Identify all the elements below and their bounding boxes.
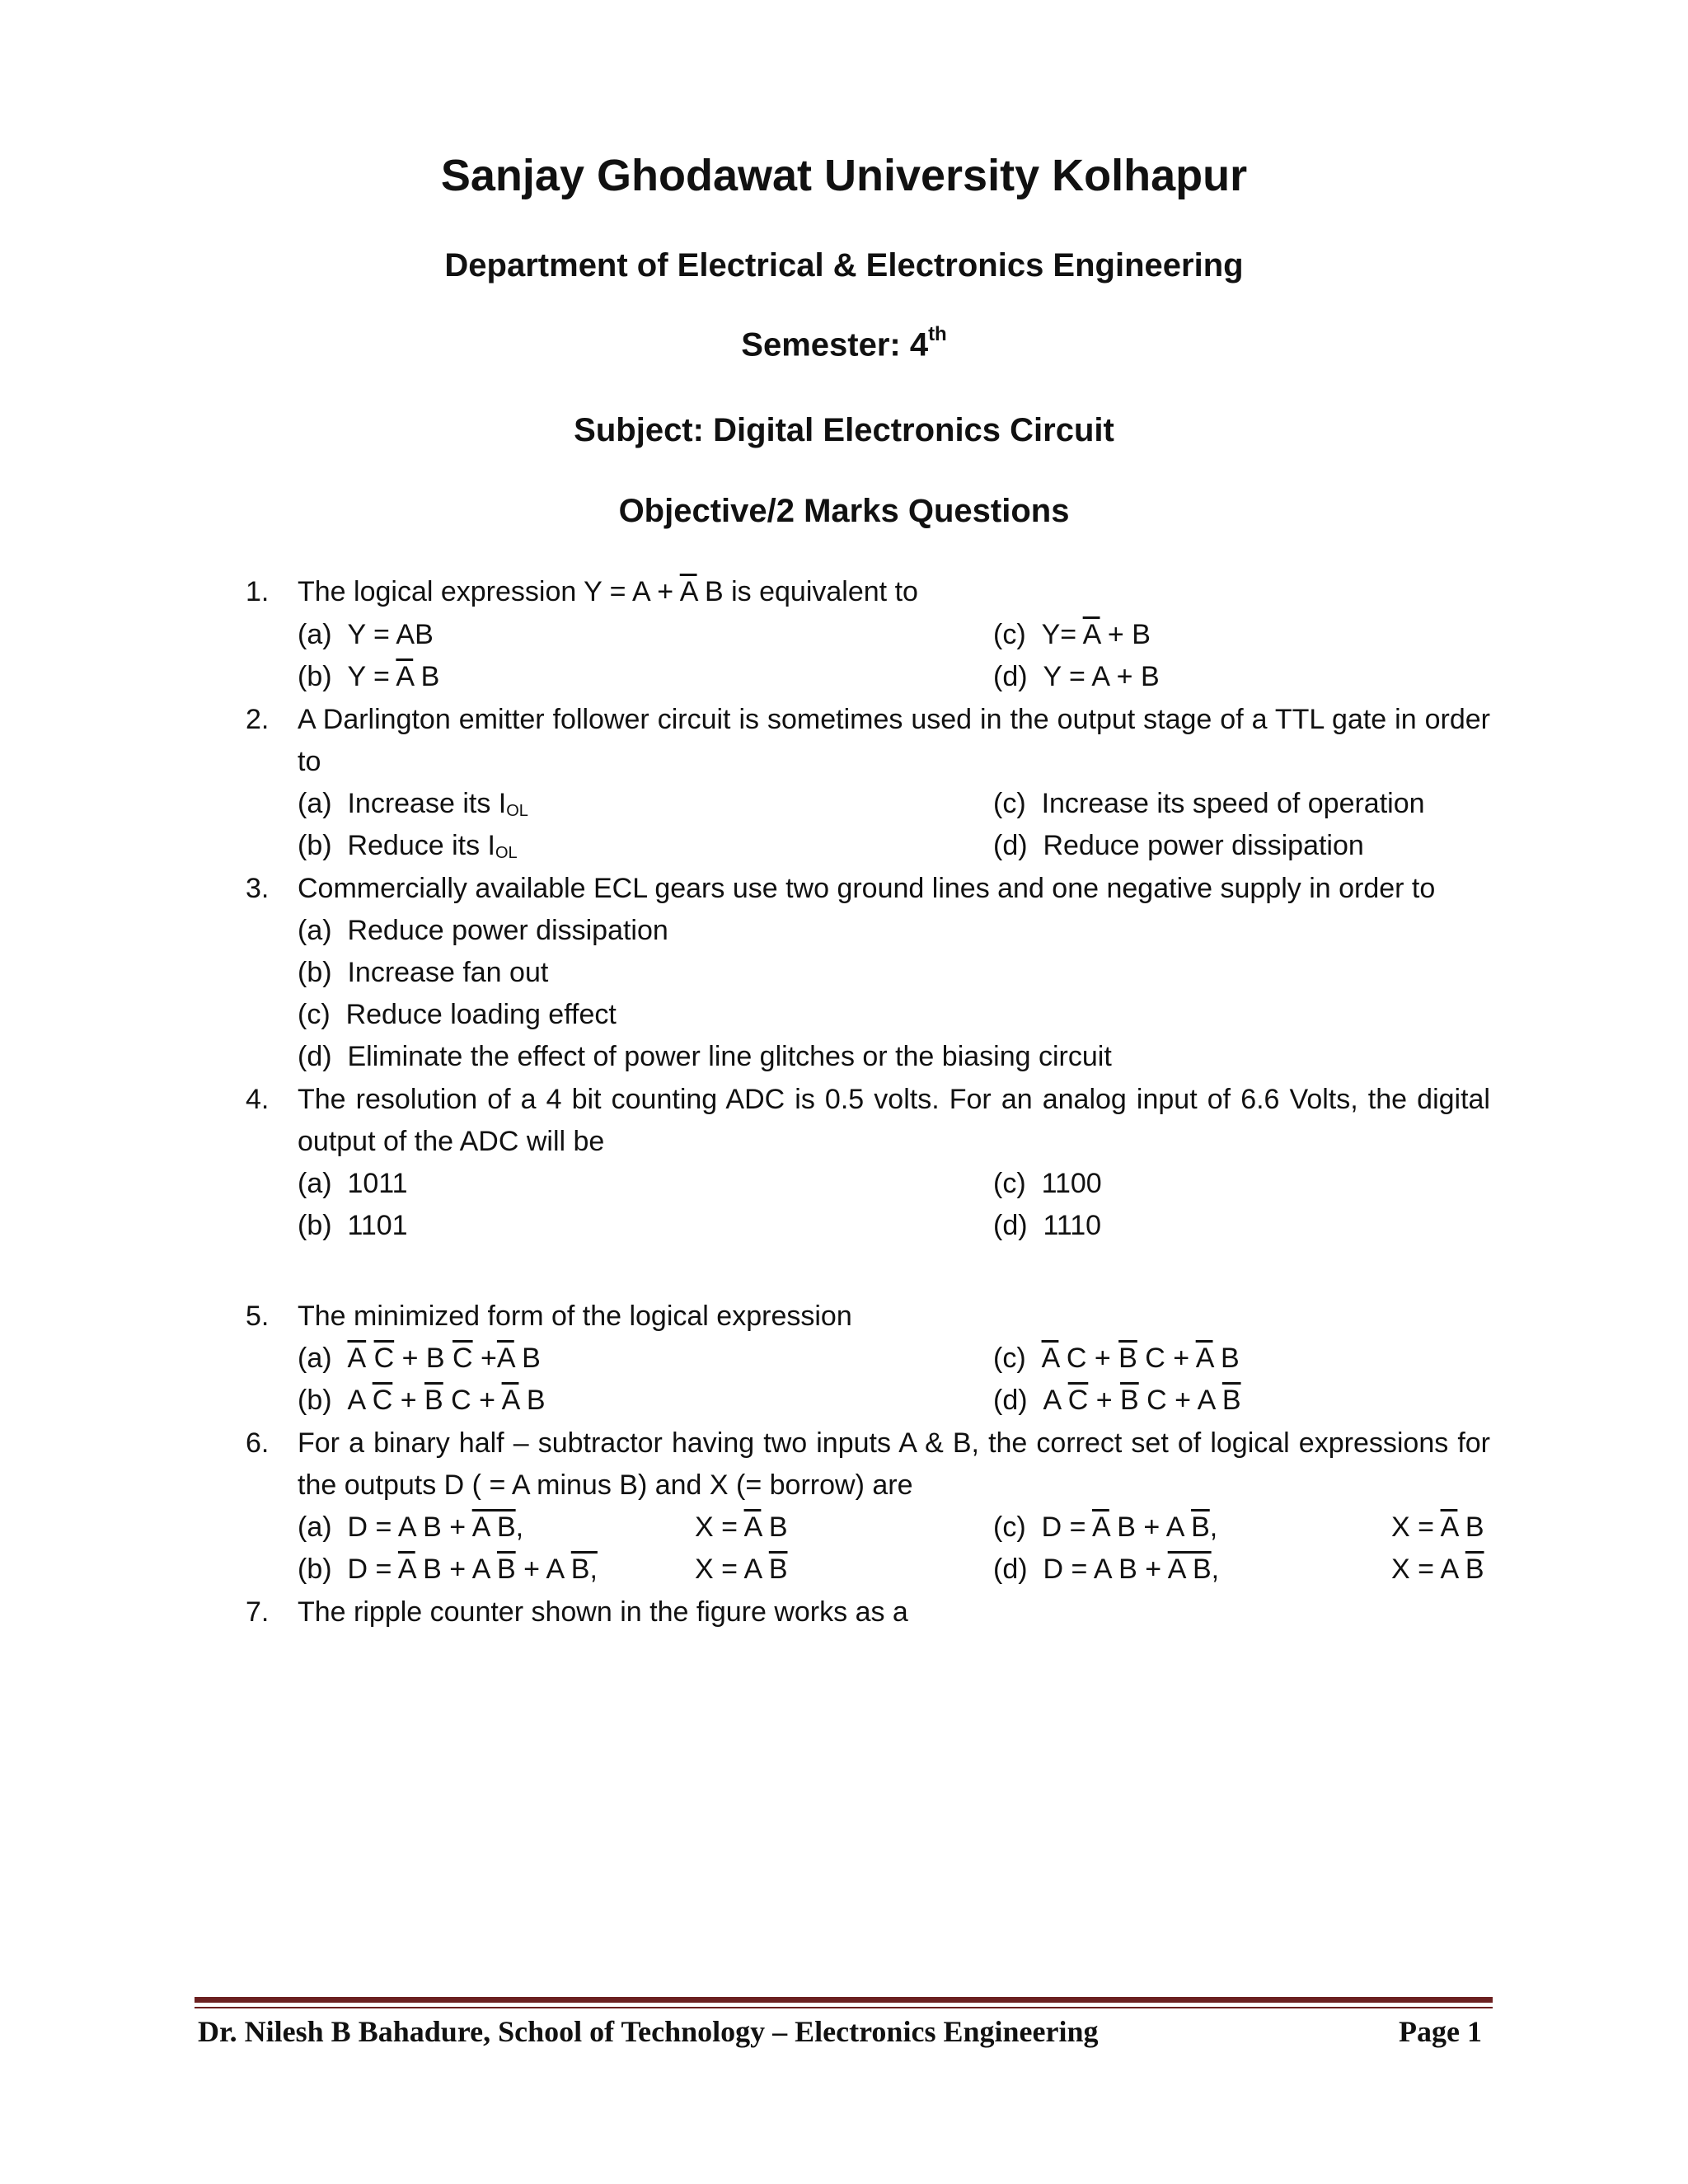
q6-a-d-overlined: A B (471, 1511, 516, 1543)
q3-option-b (298, 956, 548, 989)
q3-option-d (298, 1040, 1112, 1073)
q6-a-label: (a) (298, 1511, 332, 1543)
q5-c-t5: $\overline{A}$ (1195, 1343, 1213, 1374)
q4-a-label: (a) (298, 1168, 332, 1199)
q6-c-label: (c) (993, 1511, 1026, 1543)
q5-b-label: (b) (298, 1385, 332, 1416)
question-4-line-2: output of the ADC will be (298, 1126, 605, 1157)
semester-label: Semester: 4 (741, 326, 929, 363)
q5-d-t2: $\overline{C}$ (1067, 1385, 1089, 1416)
q6-b-x-pre: X = A (695, 1554, 769, 1585)
q1-option-b (298, 660, 439, 693)
q6-d-d-pre: D = A B + (1043, 1554, 1168, 1585)
footer-page-number: Page 1 (1399, 2015, 1482, 2048)
q6-c-d-m1: B + A (1109, 1511, 1192, 1543)
q5-b-t1: A (347, 1385, 373, 1416)
semester-superscript: th (928, 323, 947, 345)
q2-c-text: Increase its speed of operation (1041, 788, 1425, 819)
q4-option-a (298, 1167, 408, 1200)
q5-a-t1: $\overline{A}$ (347, 1343, 367, 1374)
footer-author: Dr. Nilesh B Bahadure, School of Technology – Electronics Engineering (198, 2015, 1099, 2048)
q3-b-text: Increase fan out (347, 957, 549, 988)
q4-b-label: (b) (298, 1210, 332, 1241)
q4-option-d (993, 1209, 1101, 1242)
q5-c-t6: B (1212, 1343, 1240, 1374)
q5-b-t6: $\overline{A}$ (501, 1385, 519, 1416)
q4-b-text: 1101 (347, 1210, 408, 1241)
section-title: Objective/2 Marks Questions (618, 493, 1070, 529)
q1-text-post: B is equivalent to (696, 576, 918, 607)
question-4-number: 4. (246, 1084, 270, 1115)
q2-a-text: Increase its I (347, 788, 507, 819)
q6-option-b-d (298, 1553, 598, 1586)
q6-b-d-m1: B + A (415, 1554, 497, 1585)
q4-d-text: 1110 (1043, 1210, 1102, 1241)
q3-option-a (298, 914, 668, 947)
q2-option-b (298, 829, 518, 866)
q6-b-d-o1: $\overline{A}$ (397, 1554, 415, 1585)
q5-a-t5: + (472, 1343, 497, 1374)
q5-a-t4: $\overline{C}$ (452, 1343, 473, 1374)
university-title: Sanjay Ghodawat University Kolhapur (440, 151, 1248, 200)
q2-b-text: Reduce its I (347, 830, 495, 861)
q2-a-label: (a) (298, 788, 332, 819)
q5-c-t3: $\overline{B}$ (1118, 1343, 1137, 1374)
q6-c-d-o1: $\overline{A}$ (1092, 1511, 1109, 1543)
q5-c-t4: C + (1137, 1343, 1196, 1374)
subject-title: Subject: Digital Electronics Circuit (574, 412, 1114, 448)
question-6-number: 6. (246, 1427, 270, 1459)
q3-a-text: Reduce power dissipation (347, 915, 668, 946)
q6-b-d-pre: D = (347, 1554, 398, 1585)
q1-option-a (298, 618, 434, 651)
q6-option-d-d (993, 1553, 1219, 1586)
q4-option-c (993, 1167, 1102, 1200)
q5-a-t2: $\overline{C}$ (373, 1343, 395, 1374)
q6-a-x-overlined: $\overline{A}$ (743, 1511, 762, 1543)
q6-c-d-o2: $\overline{B}$ (1191, 1511, 1210, 1543)
q6-c-d-post: , (1209, 1511, 1218, 1543)
q5-a-label: (a) (298, 1343, 332, 1374)
q2-a-subscript: OL (506, 802, 528, 820)
q2-b-subscript: OL (495, 844, 518, 862)
q5-d-t3: + (1088, 1385, 1121, 1416)
q3-option-c (298, 998, 617, 1031)
q1-b-label: (b) (298, 661, 332, 692)
q5-a-t6: $\overline{A}$ (496, 1343, 514, 1374)
q3-d-text: Eliminate the effect of power line glitches or the biasing circuit (347, 1041, 1112, 1072)
q3-c-label: (c) (298, 999, 331, 1030)
q6-a-x-post: B (761, 1511, 788, 1543)
q2-d-label: (d) (993, 830, 1028, 861)
q5-b-t7: B (518, 1385, 546, 1416)
q6-c-x-overlined: $\overline{A}$ (1440, 1511, 1458, 1543)
q2-option-a (298, 787, 528, 824)
q6-d-d-overlined: A B (1167, 1554, 1212, 1585)
q6-b-d-o2: $\overline{B}$ (496, 1554, 516, 1585)
q5-option-b (298, 1384, 546, 1417)
q5-option-a (298, 1342, 541, 1375)
q6-a-d-pre: D = A B + (347, 1511, 472, 1543)
question-1-number: 1. (246, 576, 270, 607)
q6-option-d-x (1391, 1553, 1484, 1586)
q6-option-b-x (695, 1553, 788, 1586)
q5-d-t5: C + A (1138, 1385, 1222, 1416)
q5-c-t2: C + (1058, 1343, 1119, 1374)
q6-c-x-pre: X = (1391, 1511, 1441, 1543)
q6-b-d-m2: + A (515, 1554, 571, 1585)
q2-c-label: (c) (993, 788, 1026, 819)
q6-option-c-x (1391, 1511, 1484, 1544)
q5-a-t7: B (513, 1343, 541, 1374)
q6-option-c-d (993, 1511, 1217, 1544)
q2-option-d (993, 829, 1364, 862)
q6-d-d-post: , (1211, 1554, 1220, 1585)
q1-b-pre: Y = (347, 661, 396, 692)
q1-d-label: (d) (993, 661, 1028, 692)
q1-a-text: Y = AB (347, 619, 434, 650)
q6-a-x-pre: X = (695, 1511, 744, 1543)
q1-text-pre: The logical expression Y = A + (298, 576, 680, 607)
q1-a-label: (a) (298, 619, 332, 650)
q6-option-a-x (695, 1511, 788, 1544)
question-2-line-1: A Darlington emitter follower circuit is sometimes used in the output stage of a TTL gate in order (298, 704, 1490, 735)
question-6-line-1: For a binary half – subtractor having two inputs A & B, the correct set of logical expressions for (298, 1427, 1490, 1459)
q5-d-t4: $\overline{B}$ (1120, 1385, 1139, 1416)
department-title: Department of Electrical & Electronics Engineering (444, 247, 1244, 284)
q6-b-label: (b) (298, 1554, 332, 1585)
q3-c-text: Reduce loading effect (345, 999, 617, 1030)
q5-option-d (993, 1384, 1241, 1417)
footer-rule-thick (195, 1997, 1493, 2003)
q5-option-c (993, 1342, 1240, 1375)
q6-d-x-overlined: $\overline{B}$ (1465, 1554, 1484, 1585)
q2-d-text: Reduce power dissipation (1043, 830, 1364, 861)
q1-option-d (993, 660, 1160, 693)
q1-c-post: + B (1100, 619, 1151, 650)
q6-c-d-pre: D = (1041, 1511, 1092, 1543)
q5-d-label: (d) (993, 1385, 1028, 1416)
footer-rule-thin (195, 2007, 1493, 2008)
q6-a-d-post: , (515, 1511, 524, 1543)
q1-b-post: B (413, 661, 440, 692)
question-3-text: Commercially available ECL gears use two ground lines and one negative supply in order to (298, 873, 1436, 904)
question-5-number: 5. (246, 1301, 270, 1332)
q6-b-d-o3: B, (570, 1554, 598, 1585)
q3-a-label: (a) (298, 915, 332, 946)
q2-b-label: (b) (298, 830, 332, 861)
q1-c-pre: Y= (1041, 619, 1083, 650)
q5-d-t6: $\overline{B}$ (1221, 1385, 1241, 1416)
q6-b-x-overlined: $\overline{B}$ (768, 1554, 788, 1585)
q5-b-t5: C + (443, 1385, 502, 1416)
q4-option-b (298, 1209, 408, 1242)
q5-a-t3: + B (394, 1343, 453, 1374)
q5-c-t1: $\overline{A}$ (1041, 1343, 1059, 1374)
question-1-text (298, 575, 918, 608)
q6-d-label: (d) (993, 1554, 1028, 1585)
q2-option-c (993, 787, 1425, 820)
q5-b-t3: + (392, 1385, 425, 1416)
q1-c-overlined: $\overline{A}$ (1082, 619, 1100, 650)
q1-b-overlined: $\overline{A}$ (396, 661, 414, 692)
q1-option-c (993, 618, 1151, 651)
semester-title (0, 323, 1688, 363)
question-7-number: 7. (246, 1596, 270, 1628)
q3-d-label: (d) (298, 1041, 332, 1072)
question-5-text: The minimized form of the logical expression (298, 1301, 852, 1332)
question-2-line-2: to (298, 746, 321, 777)
question-2-number: 2. (246, 704, 270, 735)
q5-b-t2: $\overline{C}$ (372, 1385, 393, 1416)
q4-a-text: 1011 (347, 1168, 408, 1199)
q4-d-label: (d) (993, 1210, 1028, 1241)
q1-d-text: Y = A + B (1043, 661, 1160, 692)
q4-c-label: (c) (993, 1168, 1026, 1199)
q4-c-text: 1100 (1041, 1168, 1102, 1199)
question-7-text: The ripple counter shown in the figure works as a (298, 1596, 908, 1628)
question-4-line-1: The resolution of a 4 bit counting ADC is 0.5 volts. For an analog input of 6.6 Volts, the digital (298, 1084, 1490, 1115)
q3-b-label: (b) (298, 957, 332, 988)
question-3-number: 3. (246, 873, 270, 904)
q1-text-overlined: $\overline{A}$ (679, 576, 697, 607)
q5-d-t1: A (1043, 1385, 1068, 1416)
q6-d-x-pre: X = A (1391, 1554, 1465, 1585)
q6-c-x-post: B (1457, 1511, 1484, 1543)
q5-c-label: (c) (993, 1343, 1026, 1374)
q5-b-t4: $\overline{B}$ (424, 1385, 443, 1416)
q1-c-label: (c) (993, 619, 1026, 650)
question-6-line-2: the outputs D ( = A minus B) and X (= borrow) are (298, 1469, 913, 1501)
q6-option-a-d (298, 1511, 523, 1544)
